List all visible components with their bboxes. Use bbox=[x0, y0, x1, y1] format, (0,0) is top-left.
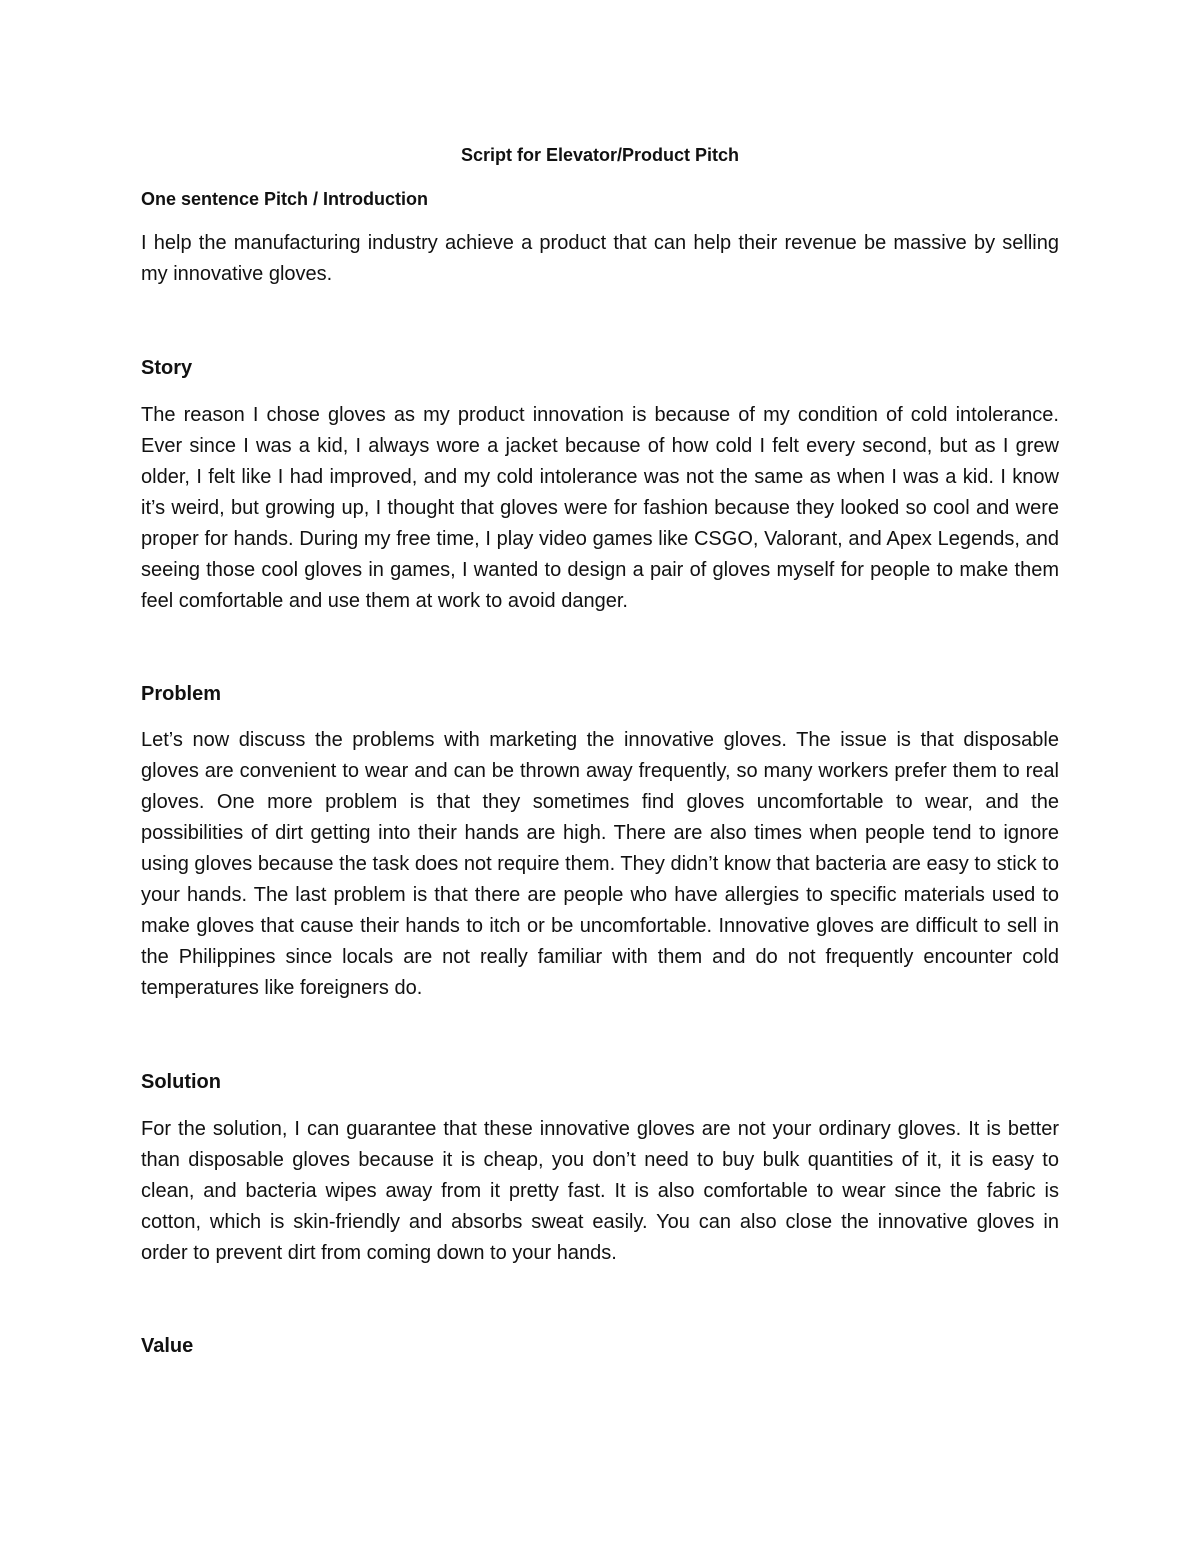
intro-paragraph: I help the manufacturing industry achieve a product that can help their revenue be massive by selling my innovative gloves. bbox=[141, 232, 1059, 285]
document-title: Script for Elevator/Product Pitch bbox=[460, 145, 740, 165]
solution-heading: Solution bbox=[141, 1071, 221, 1093]
story-heading: Story bbox=[141, 357, 193, 379]
problem-paragraph: Let’s now discuss the problems with marketing the innovative gloves. The issue is that disposable gloves are convenient to wear and can be thrown away frequently, so many workers prefer them to real gloves. One more problem is that they sometimes find gloves uncomfortable to wear, and the possibilities of dirt getting into their hands are high. There are also times when people tend to ignore using gloves because the task does not require them. They didn’t know that bacteria are easy to stick to your hands. The last problem is that there are people who have allergies to specific materials used to make gloves that cause their hands to itch or be uncomfortable. Innovative gloves are difficult to sell in the Philippines since locals are not really familiar with them and do not frequently encounter cold temperatures like foreigners do. bbox=[141, 729, 1059, 999]
story-paragraph: The reason I chose gloves as my product innovation is because of my condition of cold intolerance. Ever since I was a kid, I always wore a jacket because of how cold I felt every second, but as I grew older, I felt like I had improved, and my cold intolerance was not the same as when I was a kid. I know it’s weird, but growing up, I thought that gloves were for fashion because they looked so cool and were proper for hands. During my free time, I play video games like CSGO, Valorant, and Apex Legends, and seeing those cool gloves in games, I wanted to design a pair of gloves myself for people to make them feel comfortable and use them at work to avoid danger. bbox=[141, 404, 1059, 612]
problem-heading: Problem bbox=[141, 683, 222, 705]
solution-paragraph: For the solution, I can guarantee that these innovative gloves are not your ordinary gloves. It is better than disposable gloves because it is cheap, you don’t need to buy bulk quantities of it, it is easy to clean, and bacteria wipes away from it pretty fast. It is also comfortable to wear since the fabric is cotton, which is skin-friendly and absorbs sweat easily. You can also close the innovative gloves in order to prevent dirt from coming down to your hands. bbox=[141, 1118, 1059, 1264]
value-heading: Value bbox=[141, 1335, 194, 1357]
intro-heading: One sentence Pitch / Introduction bbox=[141, 189, 429, 209]
